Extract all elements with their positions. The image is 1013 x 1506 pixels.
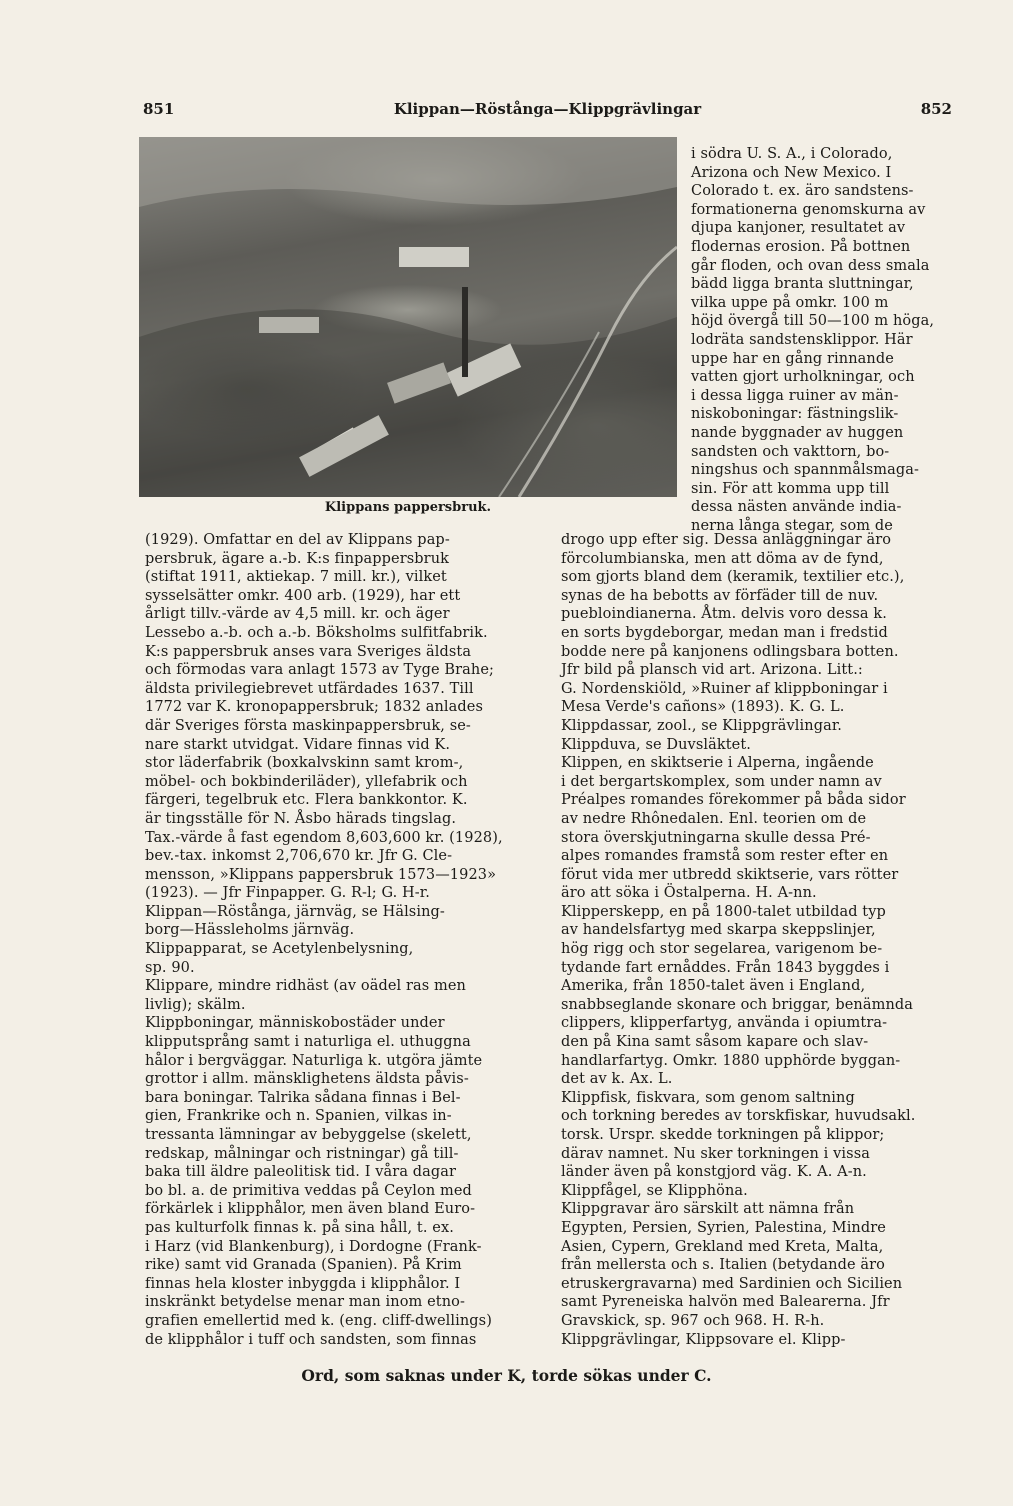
- text-line: Klippan—Röstånga, järnväg, se Hälsing-: [145, 903, 445, 920]
- text-line: etruskergravarna) med Sardinien och Sicilien: [561, 1275, 903, 1292]
- text-line: nare starkt utvidgat. Vidare finnas vid K.: [145, 736, 451, 753]
- text-line: i dessa ligga ruiner av män-: [691, 387, 899, 404]
- text-line: (1923). — Jfr Finpapper. G. R-l; G. H-r.: [145, 885, 430, 902]
- text-line: clippers, klipperfartyg, använda i opiumtra-: [561, 1015, 888, 1032]
- text-line: redskap, målningar och ristningar) gå till-: [145, 1145, 459, 1162]
- text-line: äro att söka i Östalperna. H. A-nn.: [561, 885, 817, 902]
- text-line: äldsta privilegiebrevet utfärdades 1637. Till: [145, 680, 474, 697]
- text-line: Klippboningar, människobostäder under: [145, 1015, 445, 1032]
- text-line: alpes romandes framstå som rester efter en: [561, 848, 889, 865]
- text-line: möbel- och bokbinderiläder), yllefabrik och: [145, 773, 468, 790]
- text-line: torsk. Urspr. skedde torkningen på klippor;: [561, 1127, 885, 1143]
- text-line: inskränkt betydelse menar man inom etno-: [145, 1294, 465, 1311]
- text-line: grottor i allm. mänsklighetens äldsta påvis-: [145, 1071, 469, 1088]
- text-line: (stiftat 1911, aktiekap. 7 mill. kr.), vilket: [145, 569, 447, 586]
- text-line: Asien, Cypern, Grekland med Kreta, Malta,: [561, 1238, 884, 1255]
- text-line: Préalpes romandes förekommer på båda sidor: [561, 792, 906, 809]
- text-line: niskoboningar: fästningslik-: [691, 406, 899, 423]
- text-line: synas de ha bebotts av förfäder till de nuv.: [561, 587, 879, 604]
- text-line: handlarfartyg. Omkr. 1880 upphörde byggan-: [561, 1052, 901, 1069]
- page-number-left: 851: [143, 100, 175, 118]
- text-line: länder även på konstgjord väg. K. A. A-n.: [561, 1164, 867, 1181]
- text-line: vilka uppe på omkr. 100 m: [691, 294, 889, 311]
- text-line: Klippfågel, se Klipphöna.: [561, 1182, 748, 1199]
- text-line: Lessebo a.-b. och a.-b. Böksholms sulfitfabrik.: [145, 624, 488, 641]
- text-line: drogo upp efter sig. Dessa anläggningar äro: [561, 532, 892, 548]
- right-column: [561, 531, 953, 1349]
- text-line: i södra U. S. A., i Colorado,: [691, 146, 893, 162]
- text-line: baka till äldre paleolitisk tid. I våra dagar: [145, 1164, 457, 1181]
- text-line: borg—Hässleholms järnväg.: [145, 922, 355, 939]
- text-line: går floden, och ovan dess smala: [691, 257, 930, 274]
- text-line: Klippgravar äro särskilt att nämna från: [561, 1201, 855, 1218]
- text-line: nerna långa stegar, som de: [691, 517, 893, 534]
- text-line: och torkning beredes av torskfiskar, huvudsakl.: [561, 1108, 916, 1125]
- left-column: [145, 531, 541, 1349]
- text-line: rike) samt vid Granada (Spanien). På Krim: [145, 1257, 462, 1274]
- text-line: Arizona och New Mexico. I: [691, 164, 892, 181]
- text-line: vatten gjort urholkningar, och: [691, 369, 915, 386]
- text-line: är tingsställe för N. Åsbo härads tingslag.: [145, 810, 457, 827]
- text-line: djupa kanjoner, resultatet av: [691, 220, 906, 237]
- photo-illustration: [139, 137, 677, 497]
- text-line: Jfr bild på plansch vid art. Arizona. Litt.:: [561, 662, 863, 679]
- text-line: Klippen, en skiktserie i Alperna, ingående: [561, 755, 874, 772]
- text-line: av nedre Rhônedalen. Enl. teorien om de: [561, 810, 867, 827]
- text-line: Mesa Verde's cañons» (1893). K. G. L.: [561, 699, 845, 716]
- text-line: bodde nere på kanjonens odlingsbara botten.: [561, 643, 899, 660]
- text-line: K:s pappersbruk anses vara Sveriges äldsta: [145, 643, 472, 660]
- text-line: höjd övergå till 50—100 m höga,: [691, 313, 935, 330]
- text-line: Klippduva, se Duvsläktet.: [561, 736, 751, 753]
- text-line: uppe har en gång rinnande: [691, 350, 894, 367]
- text-line: Klippgrävlingar, Klippsovare el. Klipp-: [561, 1331, 846, 1348]
- text-line: gien, Frankrike och n. Spanien, vilkas in-: [145, 1108, 452, 1125]
- text-line: hög rigg och stor segelarea, varigenom be-: [561, 941, 883, 958]
- text-line: stor läderfabrik (boxkalvskinn samt krom-,: [145, 755, 464, 772]
- text-line: som gjorts bland dem (keramik, textilier etc.),: [561, 569, 905, 586]
- text-line: sin. För att komma upp till: [691, 480, 890, 497]
- text-line: mensson, »Klippans pappersbruk 1573—1923»: [145, 866, 497, 883]
- figure-caption: Klippans pappersbruk.: [324, 500, 492, 515]
- text-line: där Sveriges första maskinpappersbruk, se-: [145, 717, 471, 734]
- text-line: persbruk, ägare a.-b. K:s finpappersbruk: [145, 550, 450, 567]
- text-line: stora överskjutningarna skulle dessa Pré-: [561, 829, 871, 846]
- text-line: av handelsfartyg med skarpa skeppslinjer,: [561, 922, 876, 939]
- text-line: snabbseglande skonare och briggar, benämnda: [561, 996, 914, 1013]
- text-line: bo bl. a. de primitiva veddas på Ceylon med: [145, 1182, 472, 1199]
- text-line: puebloindianerna. Åtm. delvis voro dessa k.: [561, 606, 887, 623]
- text-line: tressanta lämningar av bebyggelse (skelett,: [145, 1127, 472, 1143]
- text-line: i det bergartskomplex, som under namn av: [561, 773, 882, 790]
- text-line: grafien emellertid med k. (eng. cliff-dwellings): [145, 1312, 492, 1329]
- text-line: i Harz (vid Blankenburg), i Dordogne (Frank-: [145, 1238, 482, 1255]
- text-line: tydande fart ernåddes. Från 1843 byggdes i: [561, 959, 890, 976]
- text-line: bev.-tax. inkomst 2,706,670 kr. Jfr G. Cle-: [145, 848, 453, 865]
- text-line: förut vida mer utbredd skiktserie, vars rötter: [561, 866, 899, 883]
- text-line: bädd ligga branta sluttningar,: [691, 276, 914, 293]
- text-line: förkärlek i klipphålor, men även bland Euro-: [145, 1201, 476, 1218]
- text-line: Klippfisk, fiskvara, som genom saltning: [561, 1089, 855, 1106]
- text-line: Egypten, Persien, Syrien, Palestina, Mindre: [561, 1219, 886, 1236]
- text-line: bara boningar. Talrika sådana finnas i Bel-: [145, 1089, 461, 1106]
- running-title: Klippan—Röstånga—Klippgrävlingar: [393, 100, 702, 118]
- page-number-right: 852: [920, 100, 952, 118]
- text-line: formationerna genomskurna av: [691, 201, 926, 218]
- text-line: (1929). Omfattar en del av Klippans pap-: [145, 532, 450, 548]
- text-line: lodräta sandstensklippor. Här: [691, 331, 913, 348]
- text-line: Klippapparat, se Acetylenbelysning,: [145, 941, 414, 958]
- text-line: Klippare, mindre ridhäst (av oädel ras men: [145, 978, 466, 995]
- text-line: Amerika, från 1850-talet även i England,: [561, 978, 866, 995]
- text-line: en sorts bygdeborgar, medan man i fredstid: [561, 624, 888, 641]
- text-line: de klipphålor i tuff och sandsten, som finnas: [145, 1331, 477, 1348]
- text-line: årligt tillv.-värde av 4,5 mill. kr. och äger: [145, 606, 450, 623]
- text-line: Klipperskepp, en på 1800-talet utbildad typ: [561, 903, 886, 920]
- text-line: 1772 var K. kronopappersbruk; 1832 anlades: [145, 699, 484, 716]
- text-line: sp. 90.: [145, 959, 195, 976]
- text-line: den på Kina samt såsom kapare och slav-: [561, 1034, 869, 1051]
- right-column-top: [691, 145, 953, 535]
- text-line: samt Pyreneiska halvön med Balearerna. Jfr: [561, 1294, 890, 1311]
- text-line: finnas hela kloster inbyggda i klipphålor. I: [145, 1275, 461, 1292]
- text-line: Gravskick, sp. 967 och 968. H. R-h.: [561, 1312, 825, 1329]
- text-line: Klippdassar, zool., se Klippgrävlingar.: [561, 717, 842, 734]
- page-footer-note: Ord, som saknas under K, torde sökas under C.: [301, 1366, 712, 1385]
- text-line: livlig); skälm.: [145, 996, 246, 1013]
- text-line: från mellersta och s. Italien (betydande äro: [561, 1257, 885, 1274]
- text-line: pas kulturfolk finnas k. på sina håll, t. ex.: [145, 1219, 454, 1236]
- text-line: klipputsprång samt i naturliga el. uthuggna: [145, 1034, 471, 1051]
- text-line: sandsten och vakttorn, bo-: [691, 443, 890, 460]
- running-header: [143, 100, 952, 126]
- text-line: förcolumbianska, men att döma av de fynd,: [561, 550, 884, 567]
- text-line: sysselsätter omkr. 400 arb. (1929), har ett: [145, 587, 461, 604]
- text-line: hålor i bergväggar. Naturliga k. utgöra jämte: [145, 1052, 483, 1069]
- text-line: ningshus och spannmålsmaga-: [691, 462, 920, 479]
- aerial-photo-paper-mill: [139, 137, 677, 497]
- text-line: därav namnet. Nu sker torkningen i vissa: [561, 1145, 870, 1162]
- text-line: färgeri, tegelbruk etc. Flera bankkontor. K.: [145, 792, 468, 809]
- text-line: dessa nästen använde india-: [691, 499, 902, 516]
- text-line: G. Nordenskiöld, »Ruiner af klippboningar i: [561, 680, 888, 697]
- text-line: flodernas erosion. På bottnen: [691, 238, 911, 255]
- text-line: Colorado t. ex. äro sandstens-: [691, 183, 914, 200]
- text-line: och förmodas vara anlagt 1573 av Tyge Brahe;: [145, 662, 495, 679]
- text-line: nande byggnader av huggen: [691, 424, 904, 441]
- text-line: det av k. Ax. L.: [561, 1071, 673, 1088]
- text-line: Tax.-värde å fast egendom 8,603,600 kr. (1928),: [145, 829, 503, 846]
